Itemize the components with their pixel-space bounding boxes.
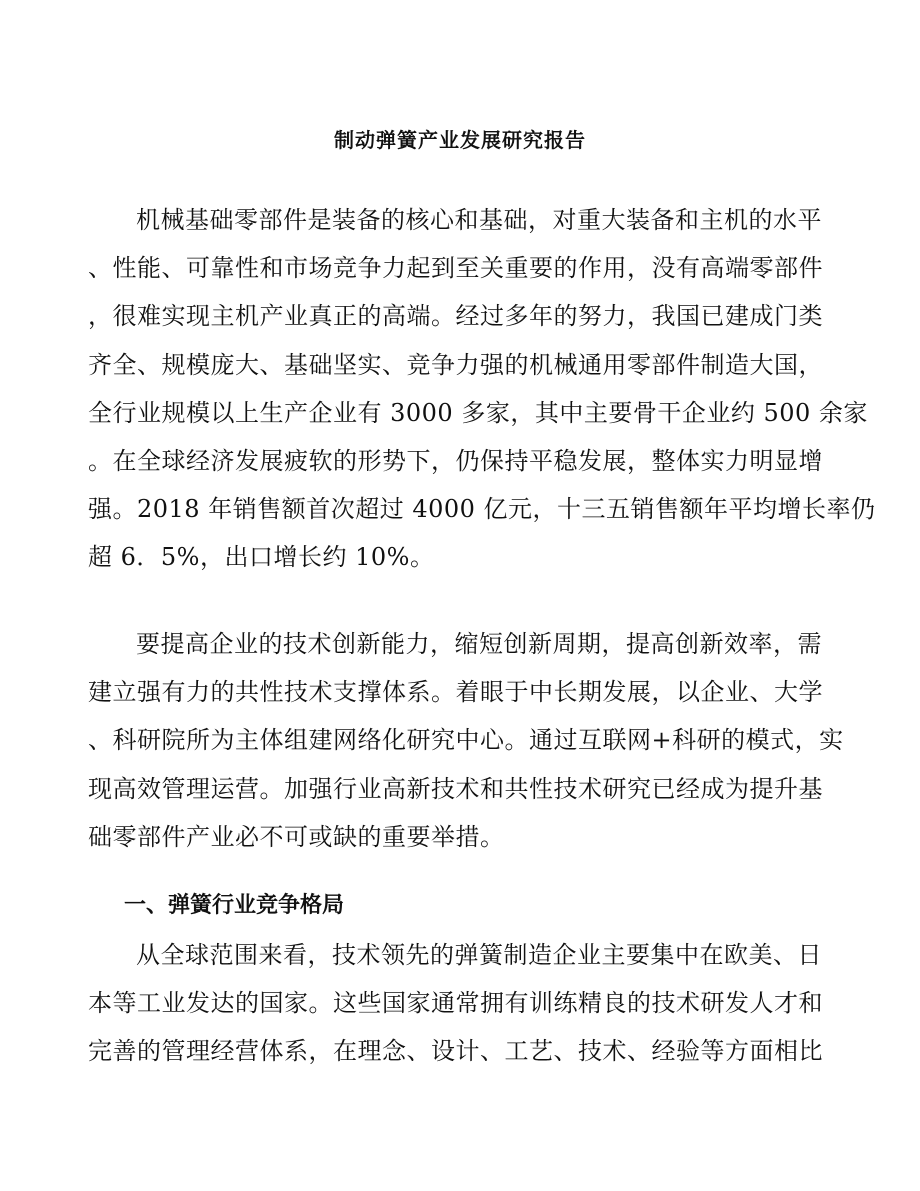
paragraph-line: 全行业规模以上生产企业有 3000 多家，其中主要骨干企业约 500 余家 — [88, 398, 868, 427]
section-paragraph — [88, 931, 848, 1076]
paragraph-line: 建立强有力的共性技术支撑体系。着眼于中长期发展，以企业、大学 — [88, 678, 823, 707]
document-title: 制动弹簧产业发展研究报告 — [334, 128, 586, 152]
paragraph-line: 础零部件产业必不可或缺的重要举措。 — [88, 822, 505, 851]
paragraph-line: 现高效管理运营。加强行业高新技术和共性技术研究已经成为提升基 — [88, 774, 823, 803]
paragraph-line: 强。2018 年销售额首次超过 4000 亿元，十三五销售额年平均增长率仍 — [88, 495, 876, 524]
paragraph-line: 要提高企业的技术创新能力，缩短创新周期，提高创新效率，需 — [136, 630, 822, 658]
paragraph-line: 从全球范围来看，技术领先的弹簧制造企业主要集中在欧美、日 — [136, 941, 822, 969]
paragraph-line: 超 6．5%，出口增长约 10%。 — [88, 543, 435, 572]
paragraph-line: 齐全、规模庞大、基础坚实、竞争力强的机械通用零部件制造大国， — [88, 350, 823, 379]
section-heading: 一、弹簧行业竞争格局 — [124, 892, 345, 918]
paragraph-2 — [88, 620, 848, 861]
paragraph-line: 、科研院所为主体组建网络化研究中心。通过互联网+科研的模式，实 — [88, 726, 844, 755]
paragraph-1 — [88, 196, 876, 582]
paragraph-line: 、性能、可靠性和市场竞争力起到至关重要的作用，没有高端零部件 — [88, 254, 823, 283]
paragraph-line: 本等工业发达的国家。这些国家通常拥有训练精良的技术研发人才和 — [88, 989, 823, 1018]
paragraph-line: 完善的管理经营体系，在理念、设计、工艺、技术、经验等方面相比 — [88, 1037, 823, 1066]
paragraph-line: 。在全球经济发展疲软的形势下，仍保持平稳发展，整体实力明显增 — [88, 446, 823, 475]
paragraph-line: ，很难实现主机产业真正的高端。经过多年的努力，我国已建成门类 — [88, 302, 823, 331]
paragraph-line: 机械基础零部件是装备的核心和基础，对重大装备和主机的水平 — [136, 206, 822, 234]
